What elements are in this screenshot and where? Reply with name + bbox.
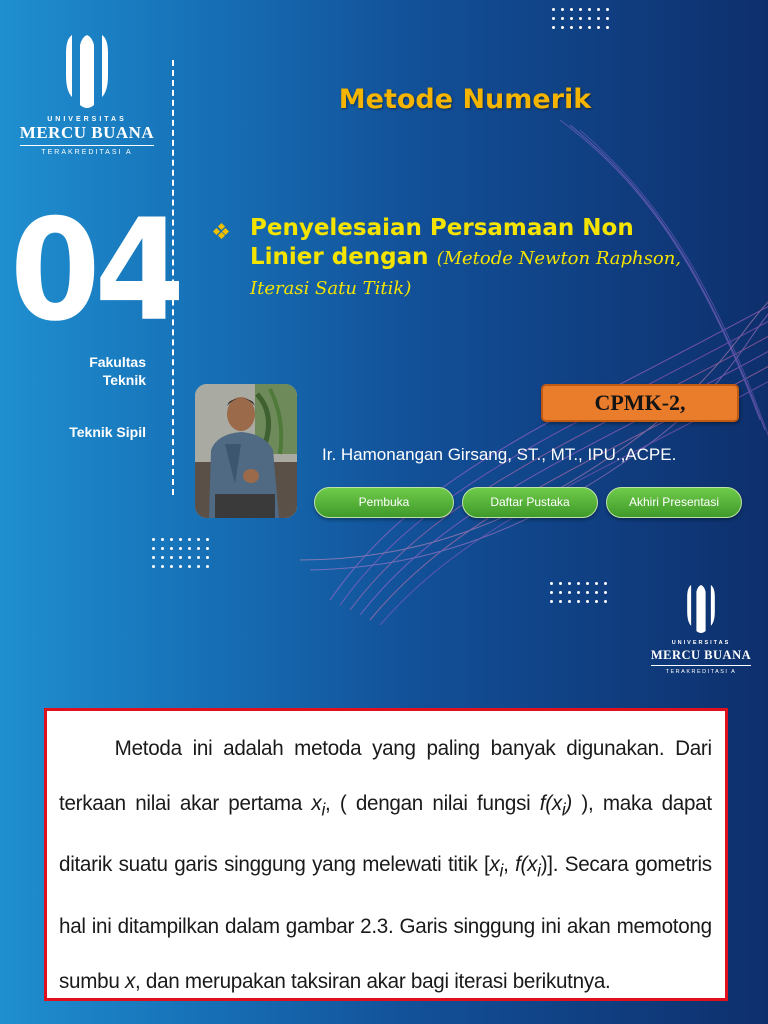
faculty-line-2: Teknik bbox=[102, 372, 146, 388]
dot bbox=[588, 8, 591, 11]
person-portrait-icon bbox=[195, 384, 297, 518]
dot bbox=[568, 582, 571, 585]
dot bbox=[550, 582, 553, 585]
logo-universitas: UNIVERSITAS bbox=[47, 116, 127, 123]
dot bbox=[152, 565, 155, 568]
dot bbox=[595, 600, 598, 603]
explanation-paragraph bbox=[59, 721, 712, 1009]
dot bbox=[197, 556, 200, 559]
dot bbox=[559, 600, 562, 603]
dot bbox=[179, 556, 182, 559]
dot bbox=[606, 8, 609, 11]
symbol-x: x bbox=[489, 852, 500, 877]
dot bbox=[179, 565, 182, 568]
dot bbox=[552, 8, 555, 11]
dot bbox=[604, 582, 607, 585]
cpmk-badge: CPMK-2, bbox=[541, 384, 739, 422]
university-logo-small bbox=[648, 585, 754, 675]
dot bbox=[559, 582, 562, 585]
page-title: Metode Numerik bbox=[338, 84, 592, 115]
text-part: , ( dengan nilai fungsi bbox=[324, 791, 540, 815]
dot bbox=[152, 547, 155, 550]
logo-small-universitas: UNIVERSITAS bbox=[671, 640, 731, 646]
symbol-x: x bbox=[124, 968, 136, 993]
dot bbox=[552, 26, 555, 29]
dot bbox=[197, 565, 200, 568]
opening-button[interactable]: Pembuka bbox=[314, 487, 454, 518]
dot-grid-left bbox=[152, 538, 216, 576]
dot bbox=[597, 26, 600, 29]
explanation-box bbox=[44, 708, 728, 1001]
dot bbox=[188, 565, 191, 568]
dot bbox=[570, 17, 573, 20]
subscript-i: i bbox=[561, 799, 566, 820]
dot-grid-right bbox=[550, 582, 614, 608]
dot bbox=[561, 8, 564, 11]
logo-small-accreditation: TERAKREDITASI A bbox=[665, 669, 737, 675]
dot bbox=[161, 538, 164, 541]
logo-small-name: MERCU BUANA bbox=[651, 648, 751, 666]
dot bbox=[170, 556, 173, 559]
text-part: ), maka dapat ditarik suatu garis singgung yang melewati titik [ bbox=[59, 791, 712, 877]
symbol-fx: f(x bbox=[539, 791, 562, 815]
topic-sub: (Metode Newton Raphson, Iterasi Satu Titik) bbox=[250, 248, 682, 299]
faculty-line-1: Fakultas bbox=[89, 354, 146, 370]
dot bbox=[586, 582, 589, 585]
subscript-i: i bbox=[537, 860, 541, 881]
dot bbox=[561, 17, 564, 20]
subscript-i: i bbox=[499, 860, 504, 881]
topic-bullet bbox=[214, 214, 704, 303]
dot bbox=[595, 582, 598, 585]
dot bbox=[188, 538, 191, 541]
faculty-label bbox=[89, 353, 146, 389]
references-button[interactable]: Daftar Pustaka bbox=[462, 487, 598, 518]
program-label: Teknik Sipil bbox=[69, 424, 146, 440]
text-part: )]. Secara gometris hal ini ditampilkan dalam gambar 2.3. Garis singgung ini akan memotong sumbu bbox=[59, 852, 712, 993]
university-emblem-icon bbox=[62, 35, 112, 111]
dot-grid-top bbox=[552, 8, 616, 34]
text-part: , bbox=[503, 852, 516, 877]
dot bbox=[152, 538, 155, 541]
dot bbox=[550, 591, 553, 594]
dot bbox=[604, 591, 607, 594]
symbol-x: x bbox=[311, 791, 322, 815]
university-logo bbox=[14, 35, 160, 156]
dot bbox=[579, 17, 582, 20]
dot bbox=[188, 547, 191, 550]
dot bbox=[606, 17, 609, 20]
university-emblem-small-icon bbox=[684, 585, 718, 635]
dot bbox=[206, 538, 209, 541]
dot bbox=[597, 17, 600, 20]
dot bbox=[206, 565, 209, 568]
dot bbox=[161, 565, 164, 568]
dot bbox=[188, 556, 191, 559]
dot bbox=[197, 547, 200, 550]
dot bbox=[170, 538, 173, 541]
author-photo bbox=[195, 384, 297, 518]
logo-accreditation: TERAKREDITASI A bbox=[41, 149, 133, 156]
topic-main: Penyelesaian Persamaan Non Linier dengan bbox=[250, 215, 634, 270]
dot bbox=[561, 26, 564, 29]
dot bbox=[206, 556, 209, 559]
dot bbox=[161, 547, 164, 550]
dot bbox=[568, 591, 571, 594]
dot bbox=[570, 8, 573, 11]
dot bbox=[206, 547, 209, 550]
dot bbox=[550, 600, 553, 603]
dot bbox=[579, 26, 582, 29]
dot bbox=[577, 591, 580, 594]
symbol-fx: f(x bbox=[515, 852, 538, 877]
dot bbox=[597, 8, 600, 11]
dot bbox=[586, 600, 589, 603]
dot bbox=[577, 600, 580, 603]
dot bbox=[152, 556, 155, 559]
dot bbox=[570, 26, 573, 29]
dot bbox=[179, 538, 182, 541]
dot bbox=[552, 17, 555, 20]
dot bbox=[197, 538, 200, 541]
dot bbox=[577, 582, 580, 585]
dot bbox=[170, 565, 173, 568]
dot bbox=[604, 600, 607, 603]
logo-name: MERCU BUANA bbox=[20, 123, 154, 146]
module-number: 04 bbox=[10, 188, 179, 353]
diamond-bullet-icon bbox=[214, 224, 228, 238]
dot bbox=[579, 8, 582, 11]
dot bbox=[588, 17, 591, 20]
dot bbox=[586, 591, 589, 594]
dot bbox=[559, 591, 562, 594]
dot bbox=[179, 547, 182, 550]
subscript-i: i bbox=[321, 799, 325, 820]
author-name: Ir. Hamonangan Girsang, ST., MT., IPU.,ACPE. bbox=[322, 445, 677, 464]
symbol-paren: ) bbox=[565, 791, 573, 815]
dot bbox=[606, 26, 609, 29]
dot bbox=[161, 556, 164, 559]
dot bbox=[170, 547, 173, 550]
end-presentation-button[interactable]: Akhiri Presentasi bbox=[606, 487, 742, 518]
text-part: Metoda ini adalah metoda yang paling banyak digunakan. Dari terkaan nilai akar pertama bbox=[59, 736, 712, 815]
dot bbox=[595, 591, 598, 594]
dot bbox=[588, 26, 591, 29]
text-part: , dan merupakan taksiran akar bagi iterasi berikutnya. bbox=[135, 968, 611, 993]
dot bbox=[568, 600, 571, 603]
